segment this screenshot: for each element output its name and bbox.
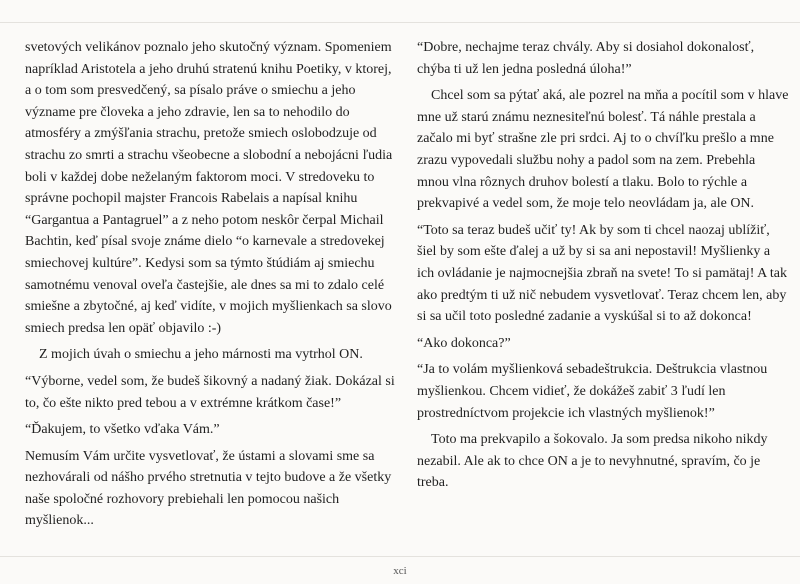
bottom-divider [0,556,800,557]
top-divider [0,22,800,23]
paragraph: “Ďakujem, to všetko vďaka Vám.” [25,422,220,438]
right-column [417,37,789,499]
paragraph: “Ako dokonca?” [417,335,511,351]
page-number: xci [393,565,407,577]
paragraph: svetových velikánov poznalo jeho skutočný význam. Spomeniem napríklad Aristotela a jeho druhú stratenú knihu Poetiky, v ktorej, a o tom som presvedčený, sa písalo práve o smiechu a jeho význame pre človeka a jeho zdravie, len sa to nehodilo do atmosféry a zmýšľania strachu, pretože smiech oslobodzuje od strachu zo smrti a strachu všeobecne a slobodní a nebojácni ľudia boli v každej dobe neželaným faktorom moci. V stredoveku to správne pochopil majster Francois Rabelais a napísal knihu “Gargantua a Pantagruel” a z neho potom neskôr čerpal Michail Bachtin, keď písal svoje známe dielo “o karnevale a stredovekej smiechovej kultúre”. Kedysi som sa týmto štúdiám aj smiechu samotnému venoval oveľa častejšie, ale dnes sa mi to zdalo celé smiešne a zbytočné, aj keď vidíte, v mojich myšlienkach sa slovo smiech predsa len opäť objavilo :-) [25,40,393,336]
paragraph: Chcel som sa pýtať aká, ale pozrel na mňa a pocítil som v hlave mne už starú známu neznesiteľnú bolesť. Tá náhle prestala a začalo mi byť strašne zle pri srdci. Aj to o chvíľku prešlo a mne zrazu vypovedali službu nohy a padol som na zem. Prebehla mnou vlna rôznych druhov bolestí a tlaku. Bolo to rýchle a prekvapivé a vedel som, že moje telo neovládam ja, ale ON. [417,88,789,212]
left-column [25,37,395,537]
paragraph: “Dobre, nechajme teraz chvály. Aby si dosiahol dokonalosť, chýba ti už len jedna posledná úloha!” [417,40,755,77]
paragraph: “Ja to volám myšlienková sebadeštrukcia. Deštrukcia vlastnou myšlienkou. Chcem vidieť, že dokážeš zabiť 3 ľudí len prostredníctvom projekcie ich vlastných myšlienok!” [417,362,768,421]
paragraph: Nemusím Vám určite vysvetlovať, že ústami a slovami sme sa nezhovárali od nášho prvého stretnutia v tejto budove a že všetky naše spoločné rozhovory prebiehali len pomocou našich myšlienok... [25,448,392,529]
paragraph: “Toto sa teraz budeš učiť ty! Ak by som ti chcel naozaj ublížiť, šiel by som ešte ďalej a už by si sa ani nepostavil! Myšlienky a ich ovládanie je najmocnejšia zbraň na svete! To si pamätaj! A tak ako predtým ti už nič nebudem vysvetlovať. Teraz chcem len, aby si sa učil toto posledné zadanie a vyskúšal si to až dokonca! [417,222,788,325]
paragraph: Toto ma prekvapilo a šokovalo. Ja som predsa nikoho nikdy nezabil. Ale ak to chce ON a je to nevyhnutné, spravím, čo je treba. [417,432,768,491]
paragraph: Z mojich úvah o smiechu a jeho márnosti ma vytrhol ON. [39,347,363,363]
paragraph: “Výborne, vedel som, že budeš šikovný a nadaný žiak. Dokázal si to, čo ešte nikto pred tebou a v extrémne krátkom čase!” [25,373,395,411]
